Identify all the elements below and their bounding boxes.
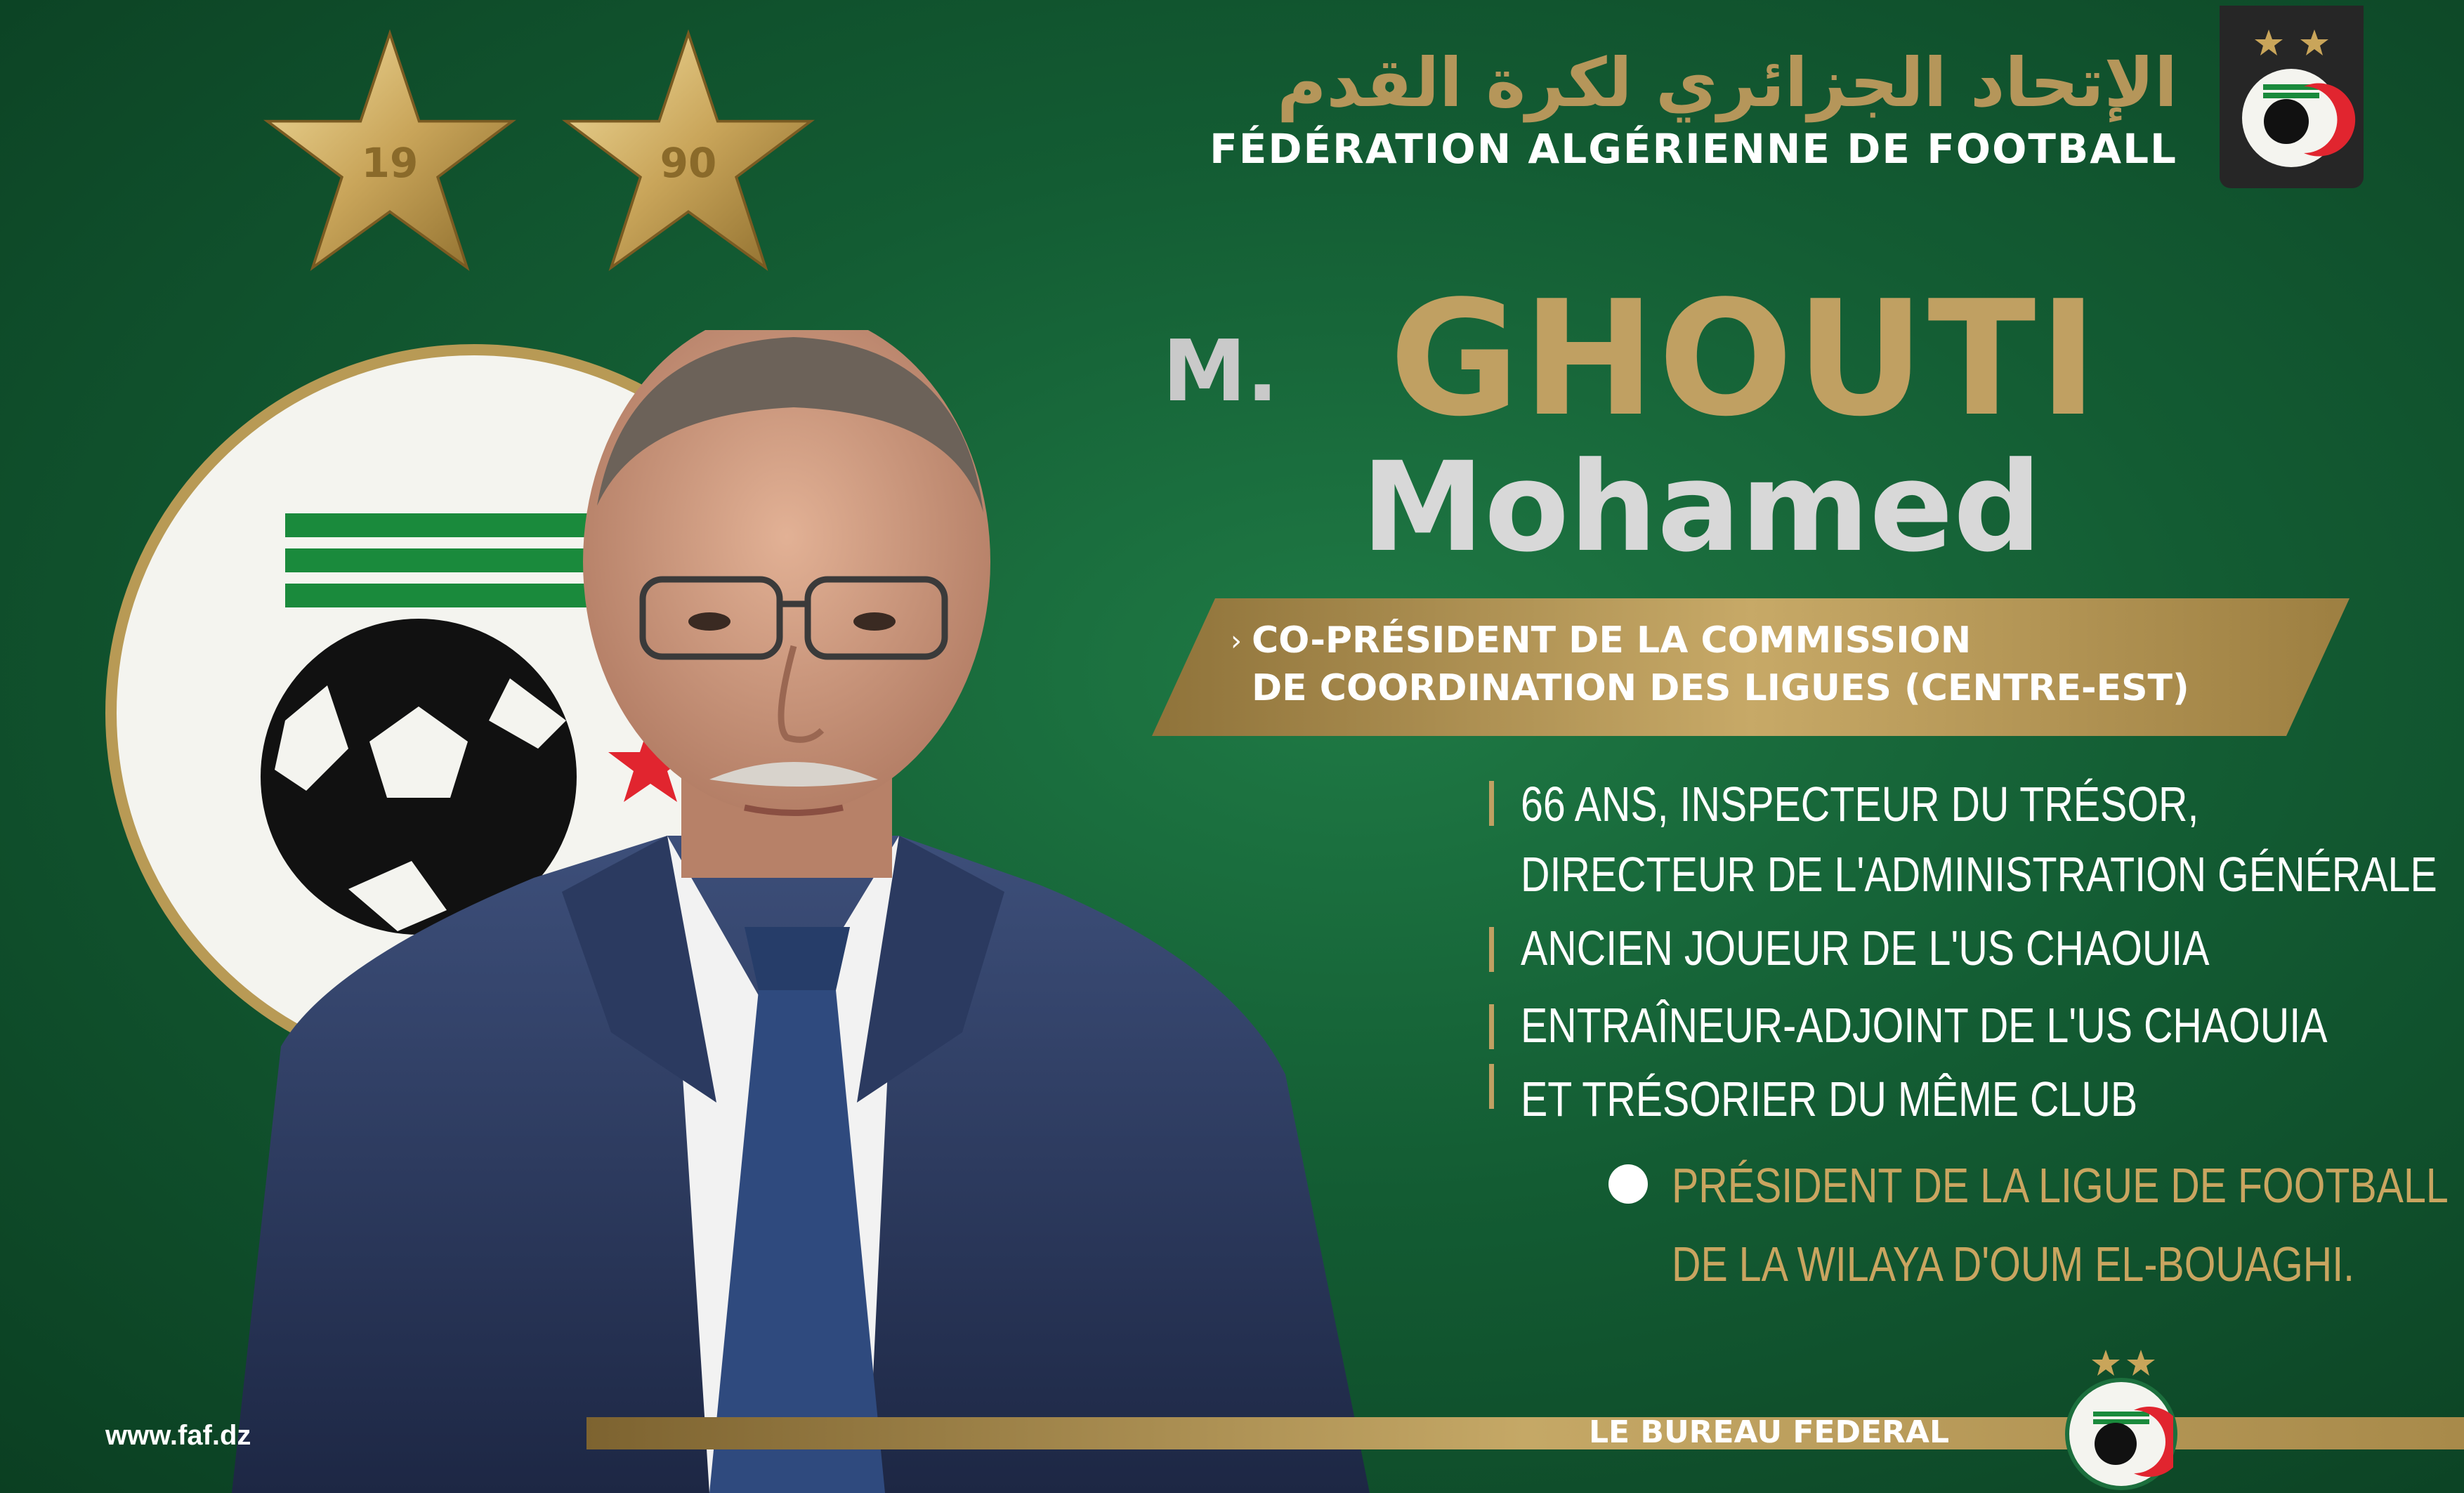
portrait-photo xyxy=(232,330,1482,1493)
footer-title: LE BUREAU FEDERAL xyxy=(1589,1414,1950,1450)
bullet-dot-icon xyxy=(1608,1164,1648,1204)
bio-line: ET TRÉSORIER DU MÊME CLUB xyxy=(1521,1072,2138,1126)
bio-line: ENTRAÎNEUR-ADJOINT DE L'US CHAOUIA xyxy=(1521,998,2328,1053)
faf-badge xyxy=(2220,6,2364,188)
presidency-line: DE LA WILAYA D'OUM EL-BOUAGHI. xyxy=(1672,1237,2355,1291)
star-icon xyxy=(2085,1347,2162,1381)
bio-line: ANCIEN JOUEUR DE L'US CHAOUIA xyxy=(1521,921,2210,975)
footer-crest xyxy=(2065,1378,2177,1490)
star-number-right: 90 xyxy=(660,139,717,187)
bio-divider xyxy=(1489,1064,1494,1109)
header-arabic-title: الإتحاد الجزائري لكرة القدم xyxy=(1277,44,2177,122)
faf-crest-icon xyxy=(2069,1382,2173,1486)
name-last: GHOUTI xyxy=(1389,267,2101,452)
bio-line: DIRECTEUR DE L'ADMINISTRATION GÉNÉRALE xyxy=(1521,847,2437,902)
faf-crest-icon xyxy=(2220,6,2364,188)
role-line-2: DE COORDINATION DES LIGUES (CENTRE-EST) xyxy=(1252,667,2189,709)
footer-website: www.faf.dz xyxy=(105,1420,251,1451)
header-french-title: FÉDÉRATION ALGÉRIENNE DE FOOTBALL xyxy=(1210,125,2177,173)
bio-divider xyxy=(1489,1004,1494,1049)
star-number-left: 19 xyxy=(361,139,419,187)
bio-divider xyxy=(1489,781,1494,826)
bio-line: 66 ANS, INSPECTEUR DU TRÉSOR, xyxy=(1521,777,2199,831)
name-prefix: M. xyxy=(1162,323,1278,421)
name-first: Mohamed xyxy=(1361,435,2042,579)
bio-divider xyxy=(1489,927,1494,972)
presidency-line: PRÉSIDENT DE LA LIGUE DE FOOTBALL xyxy=(1672,1158,2449,1213)
role-line-1: CO-PRÉSIDENT DE LA COMMISSION xyxy=(1252,619,1972,662)
chevron-right-icon: › xyxy=(1231,625,1242,657)
footer-gold-bar xyxy=(586,1417,2464,1449)
